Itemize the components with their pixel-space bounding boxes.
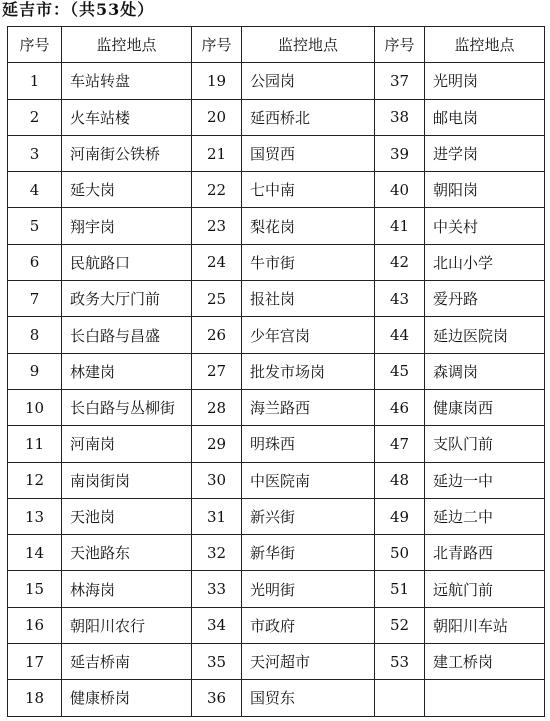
location-cell: 天河超市 — [242, 644, 375, 680]
seq-number-cell: 51 — [375, 571, 425, 607]
seq-number-cell: 48 — [375, 462, 425, 498]
location-cell: 延边一中 — [425, 462, 545, 498]
seq-number-cell: 9 — [8, 353, 62, 389]
table-row — [8, 535, 545, 571]
seq-number-cell: 2 — [8, 99, 62, 135]
location-cell: 牛市街 — [242, 244, 375, 280]
location-cell: 林建岗 — [62, 353, 192, 389]
location-cell: 新华街 — [242, 535, 375, 571]
seq-number-cell: 20 — [192, 99, 242, 135]
location-cell: 批发市场岗 — [242, 353, 375, 389]
location-cell: 公园岗 — [242, 63, 375, 99]
seq-number-cell: 15 — [8, 571, 62, 607]
location-cell: 进学岗 — [425, 135, 545, 171]
table-row — [8, 172, 545, 208]
location-cell: 健康岗西 — [425, 389, 545, 425]
table-row — [8, 607, 545, 643]
seq-number-cell: 45 — [375, 353, 425, 389]
table-row — [8, 63, 545, 99]
seq-number-cell: 10 — [8, 389, 62, 425]
location-cell: 延边二中 — [425, 498, 545, 534]
seq-number-cell: 25 — [192, 281, 242, 317]
location-cell: 火车站楼 — [62, 99, 192, 135]
table-row — [8, 571, 545, 607]
location-cell: 梨花岗 — [242, 208, 375, 244]
location-cell: 延西桥北 — [242, 99, 375, 135]
header-seq-3: 序号 — [375, 27, 425, 63]
seq-number-cell: 49 — [375, 498, 425, 534]
document-heading: 延吉市：（共53处） — [2, 0, 155, 19]
location-cell: 林海岗 — [62, 571, 192, 607]
location-cell: 南岗街岗 — [62, 462, 192, 498]
table-row — [8, 135, 545, 171]
location-cell: 海兰路西 — [242, 389, 375, 425]
location-cell: 延吉桥南 — [62, 644, 192, 680]
location-cell: 朝阳川车站 — [425, 607, 545, 643]
header-seq-2: 序号 — [192, 27, 242, 63]
seq-number-cell: 17 — [8, 644, 62, 680]
seq-number-cell: 29 — [192, 426, 242, 462]
seq-number-cell: 27 — [192, 353, 242, 389]
monitoring-locations-table — [7, 26, 545, 717]
seq-number-cell: 33 — [192, 571, 242, 607]
location-cell: 七中南 — [242, 172, 375, 208]
table-row — [8, 680, 545, 716]
location-cell: 邮电岗 — [425, 99, 545, 135]
seq-number-cell: 35 — [192, 644, 242, 680]
seq-number-cell: 18 — [8, 680, 62, 716]
table-row — [8, 99, 545, 135]
location-cell: 民航路口 — [62, 244, 192, 280]
seq-number-cell: 3 — [8, 135, 62, 171]
location-cell: 国贸东 — [242, 680, 375, 716]
seq-number-cell: 42 — [375, 244, 425, 280]
header-location-2: 监控地点 — [242, 27, 375, 63]
location-cell: 远航门前 — [425, 571, 545, 607]
table-row — [8, 208, 545, 244]
table-row — [8, 244, 545, 280]
seq-number-cell: 50 — [375, 535, 425, 571]
seq-number-cell: 19 — [192, 63, 242, 99]
seq-number-cell: 52 — [375, 607, 425, 643]
seq-number-cell: 5 — [8, 208, 62, 244]
location-cell: 光明街 — [242, 571, 375, 607]
seq-number-cell: 32 — [192, 535, 242, 571]
seq-number-cell — [375, 680, 425, 716]
seq-number-cell: 31 — [192, 498, 242, 534]
seq-number-cell: 14 — [8, 535, 62, 571]
seq-number-cell: 11 — [8, 426, 62, 462]
location-cell: 国贸西 — [242, 135, 375, 171]
table-row — [8, 498, 545, 534]
location-cell: 延大岗 — [62, 172, 192, 208]
seq-number-cell: 21 — [192, 135, 242, 171]
seq-number-cell: 36 — [192, 680, 242, 716]
table-header-row — [8, 27, 545, 63]
seq-number-cell: 43 — [375, 281, 425, 317]
location-cell: 北青路西 — [425, 535, 545, 571]
table-row — [8, 389, 545, 425]
table-body — [8, 63, 545, 716]
location-cell: 建工桥岗 — [425, 644, 545, 680]
location-cell: 朝阳川农行 — [62, 607, 192, 643]
location-cell: 光明岗 — [425, 63, 545, 99]
seq-number-cell: 30 — [192, 462, 242, 498]
seq-number-cell: 37 — [375, 63, 425, 99]
seq-number-cell: 8 — [8, 317, 62, 353]
table-row — [8, 426, 545, 462]
location-cell: 天池岗 — [62, 498, 192, 534]
seq-number-cell: 53 — [375, 644, 425, 680]
location-cell: 河南岗 — [62, 426, 192, 462]
seq-number-cell: 22 — [192, 172, 242, 208]
location-cell: 政务大厅门前 — [62, 281, 192, 317]
table-row — [8, 317, 545, 353]
seq-number-cell: 39 — [375, 135, 425, 171]
seq-number-cell: 23 — [192, 208, 242, 244]
seq-number-cell: 28 — [192, 389, 242, 425]
seq-number-cell: 26 — [192, 317, 242, 353]
seq-number-cell: 46 — [375, 389, 425, 425]
location-cell: 翔宇岗 — [62, 208, 192, 244]
location-cell: 天池路东 — [62, 535, 192, 571]
location-cell — [425, 680, 545, 716]
table-row — [8, 644, 545, 680]
location-cell: 河南街公铁桥 — [62, 135, 192, 171]
location-cell: 车站转盘 — [62, 63, 192, 99]
seq-number-cell: 1 — [8, 63, 62, 99]
header-location-3: 监控地点 — [425, 27, 545, 63]
table-row — [8, 353, 545, 389]
seq-number-cell: 44 — [375, 317, 425, 353]
seq-number-cell: 13 — [8, 498, 62, 534]
location-cell: 明珠西 — [242, 426, 375, 462]
location-cell: 健康桥岗 — [62, 680, 192, 716]
seq-number-cell: 4 — [8, 172, 62, 208]
location-cell: 中医院南 — [242, 462, 375, 498]
seq-number-cell: 40 — [375, 172, 425, 208]
location-cell: 长白路与昌盛 — [62, 317, 192, 353]
seq-number-cell: 34 — [192, 607, 242, 643]
location-cell: 市政府 — [242, 607, 375, 643]
seq-number-cell: 12 — [8, 462, 62, 498]
location-cell: 爱丹路 — [425, 281, 545, 317]
header-location-1: 监控地点 — [62, 27, 192, 63]
table-row — [8, 462, 545, 498]
location-cell: 中关村 — [425, 208, 545, 244]
seq-number-cell: 38 — [375, 99, 425, 135]
header-seq-1: 序号 — [8, 27, 62, 63]
location-cell: 支队门前 — [425, 426, 545, 462]
table-row — [8, 281, 545, 317]
seq-number-cell: 7 — [8, 281, 62, 317]
seq-number-cell: 47 — [375, 426, 425, 462]
location-cell: 森调岗 — [425, 353, 545, 389]
seq-number-cell: 41 — [375, 208, 425, 244]
seq-number-cell: 16 — [8, 607, 62, 643]
seq-number-cell: 24 — [192, 244, 242, 280]
location-cell: 长白路与丛柳街 — [62, 389, 192, 425]
location-cell: 报社岗 — [242, 281, 375, 317]
location-cell: 朝阳岗 — [425, 172, 545, 208]
location-cell: 少年宫岗 — [242, 317, 375, 353]
location-cell: 北山小学 — [425, 244, 545, 280]
location-cell: 新兴街 — [242, 498, 375, 534]
location-cell: 延边医院岗 — [425, 317, 545, 353]
seq-number-cell: 6 — [8, 244, 62, 280]
